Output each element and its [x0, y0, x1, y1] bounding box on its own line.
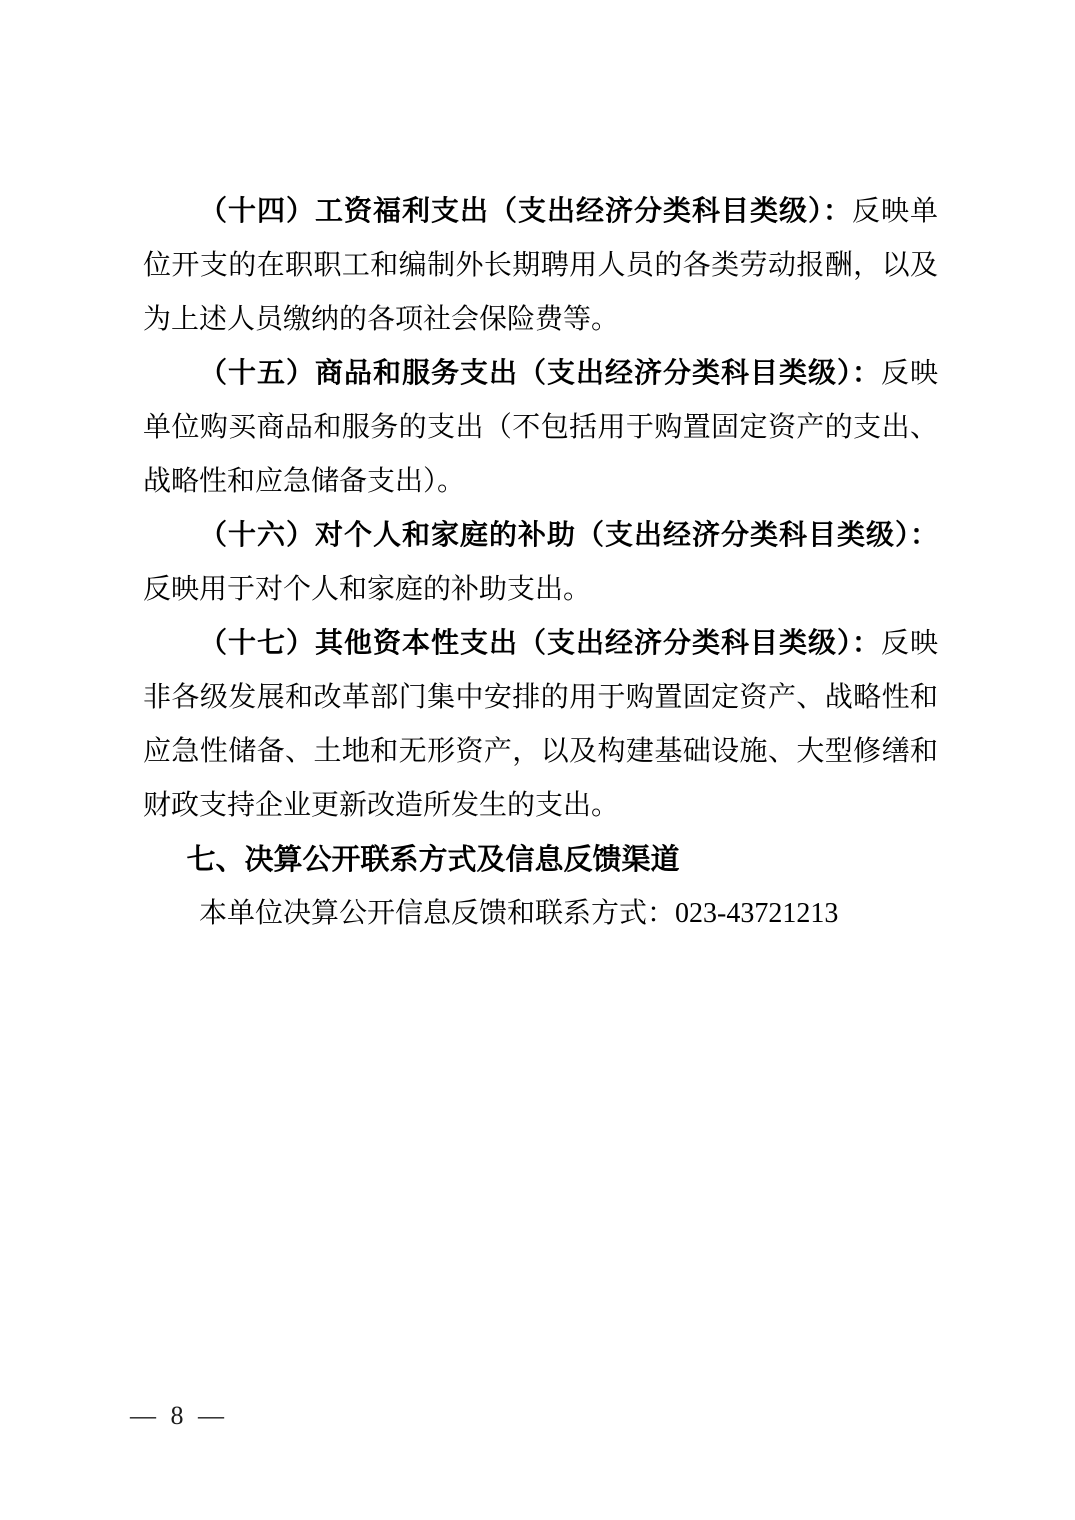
paragraph-item-17	[143, 617, 938, 833]
page-number: — 8 —	[130, 1401, 228, 1430]
paragraph-14-text: 反映单位开支的在职职工和编制外长期聘用人员的各类劳动报酬，以及为上述人员缴纳的各项社会保险费等。	[143, 196, 938, 335]
paragraph-16-text: 反映用于对个人和家庭的补助支出。	[143, 574, 592, 605]
paragraph-15-lead: （十五）商品和服务支出（支出经济分类科目类级）：	[199, 358, 881, 389]
paragraph-17-lead: （十七）其他资本性支出（支出经济分类科目类级）：	[199, 628, 881, 659]
paragraph-item-16	[143, 509, 938, 617]
paragraph-item-14	[143, 185, 938, 347]
paragraph-17-text: 反映非各级发展和改革部门集中安排的用于购置固定资产、战略性和应急性储备、土地和无形资产，以及构建基础设施、大型修缮和财政支持企业更新改造所发生的支出。	[143, 628, 938, 821]
document-body	[143, 185, 938, 941]
paragraph-15-text: 反映单位购买商品和服务的支出（不包括用于购置固定资产的支出、战略性和应急储备支出）。	[143, 358, 938, 497]
contact-prefix: 本单位决算公开信息反馈和联系方式：	[199, 898, 676, 929]
contact-phone-number: 023-43721213	[675, 898, 839, 929]
paragraph-16-lead: （十六）对个人和家庭的补助（支出经济分类科目类级）：	[199, 520, 938, 551]
paragraph-14-lead: （十四）工资福利支出（支出经济分类科目类级）：	[199, 196, 852, 227]
page-footer	[130, 1396, 228, 1436]
paragraph-item-15	[143, 347, 938, 509]
section-heading: 七、决算公开联系方式及信息反馈渠道	[186, 844, 680, 876]
contact-line	[143, 887, 938, 941]
